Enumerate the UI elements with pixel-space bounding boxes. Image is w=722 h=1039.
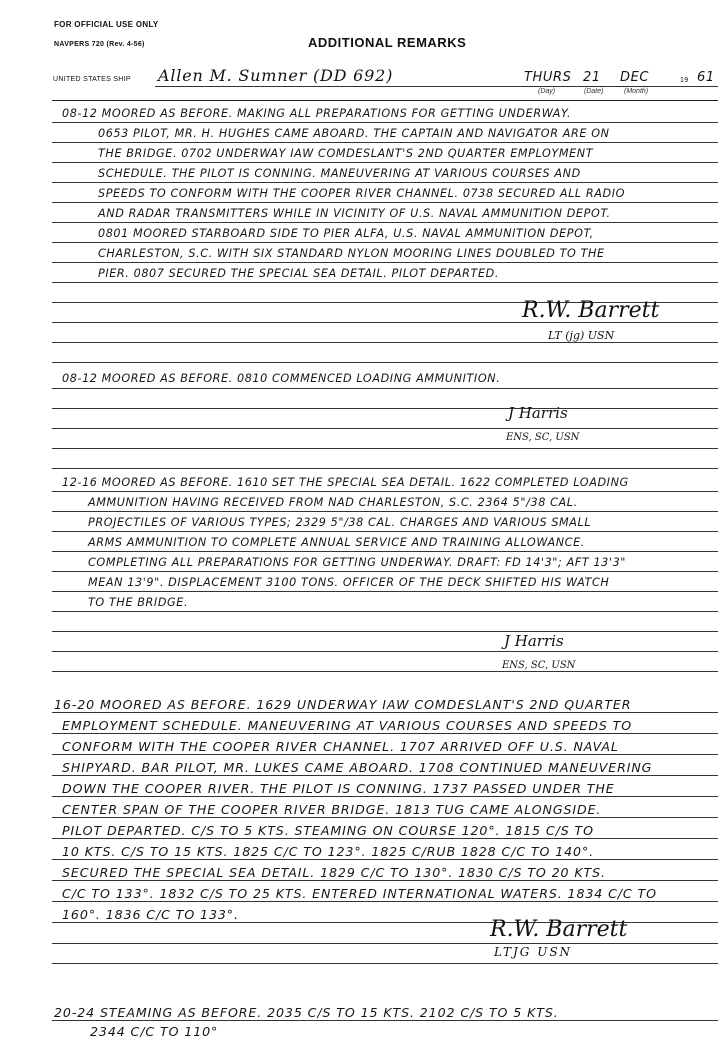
entry-line: DOWN THE COOPER RIVER. THE PILOT IS CONNING. 1737 PASSED UNDER THE — [62, 781, 615, 796]
ruled-line — [52, 859, 718, 860]
ruled-line — [52, 162, 718, 163]
ruled-line — [52, 796, 718, 797]
ruled-line — [52, 712, 718, 713]
entry-line: SHIPYARD. BAR PILOT, MR. LUKES CAME ABOARD. 1708 CONTINUED MANEUVERING — [62, 760, 653, 775]
ruled-line — [52, 282, 718, 283]
year-separator: 19 — [680, 77, 689, 84]
entry-line: PILOT DEPARTED. C/S TO 5 KTS. STEAMING ON COURSE 120°. 1815 C/S TO — [62, 823, 594, 838]
entry-line: 2344 C/C TO 110° — [90, 1024, 219, 1039]
ruled-line — [52, 591, 718, 592]
ruled-line — [52, 943, 718, 944]
entry-line: 08-12 MOORED AS BEFORE. 0810 COMMENCED LOADING AMMUNITION. — [62, 372, 501, 385]
signature: J Harris — [508, 404, 568, 422]
entry-line: CHARLESTON, S.C. WITH SIX STANDARD NYLON MOORING LINES DOUBLED TO THE — [98, 247, 605, 260]
entry-line: C/C TO 133°. 1832 C/S TO 25 KTS. ENTERED INTERNATIONAL WATERS. 1834 C/C TO — [62, 886, 657, 901]
ruled-line — [52, 468, 718, 469]
entry-line: CENTER SPAN OF THE COOPER RIVER BRIDGE. 1813 TUG CAME ALONGSIDE. — [62, 802, 602, 817]
ruled-line — [52, 531, 718, 532]
ship-label: UNITED STATES SHIP — [53, 76, 131, 83]
ruled-line — [52, 202, 718, 203]
ruled-line — [52, 733, 718, 734]
entry-line: PIER. 0807 SECURED THE SPECIAL SEA DETAIL. PILOT DEPARTED. — [98, 267, 500, 280]
entry-line: MEAN 13'9". DISPLACEMENT 3100 TONS. OFFICER OF THE DECK SHIFTED HIS WATCH — [88, 576, 610, 589]
official-use-label: FOR OFFICIAL USE ONLY — [54, 20, 159, 29]
signature: R.W. Barrett — [522, 298, 660, 323]
signature: R.W. Barrett — [490, 917, 628, 942]
page-title: ADDITIONAL REMARKS — [308, 35, 467, 50]
date-caption: (Date) — [584, 88, 604, 95]
ship-name: Allen M. Sumner (DD 692) — [158, 66, 394, 85]
signature-rank: ENS, SC, USN — [502, 660, 576, 671]
form-number: NAVPERS 720 (Rev. 4-56) — [54, 41, 145, 48]
ruled-line — [52, 362, 718, 363]
ruled-line — [52, 408, 718, 409]
entry-line: 20-24 STEAMING AS BEFORE. 2035 C/S TO 15 KTS. 2102 C/S TO 5 KTS. — [54, 1005, 559, 1020]
ruled-line — [52, 817, 718, 818]
entry-line: CONFORM WITH THE COOPER RIVER CHANNEL. 1707 ARRIVED OFF U.S. NAVAL — [62, 739, 619, 754]
entry-line: EMPLOYMENT SCHEDULE. MANEUVERING AT VARIOUS COURSES AND SPEEDS TO — [62, 718, 633, 733]
ruled-line — [52, 511, 718, 512]
ship-name-rule — [155, 86, 718, 87]
date-value: 21 — [583, 70, 601, 85]
year-value: 61 — [697, 70, 715, 85]
ruled-line — [52, 571, 718, 572]
month-value: DEC — [620, 70, 650, 85]
entry-line: SPEEDS TO CONFORM WITH THE COOPER RIVER CHANNEL. 0738 SECURED ALL RADIO — [98, 187, 626, 200]
ruled-line — [52, 242, 718, 243]
ruled-line — [52, 182, 718, 183]
signature-rank: ENS, SC, USN — [506, 432, 580, 443]
entry-line: 08-12 MOORED AS BEFORE. MAKING ALL PREPARATIONS FOR GETTING UNDERWAY. — [62, 107, 572, 120]
entry-line: THE BRIDGE. 0702 UNDERWAY IAW COMDESLANT'S 2ND QUARTER EMPLOYMENT — [98, 147, 594, 160]
ruled-line — [52, 142, 718, 143]
header-divider — [52, 100, 718, 101]
ruled-line — [52, 448, 718, 449]
day-caption: (Day) — [538, 88, 556, 95]
entry-line: 12-16 MOORED AS BEFORE. 1610 SET THE SPECIAL SEA DETAIL. 1622 COMPLETED LOADING — [62, 476, 629, 489]
ruled-line — [52, 631, 718, 632]
entry-line: TO THE BRIDGE. — [88, 596, 189, 609]
ruled-line — [52, 671, 718, 672]
entry-line: 160°. 1836 C/C TO 133°. — [62, 907, 239, 922]
ruled-line — [52, 262, 718, 263]
ruled-line — [52, 838, 718, 839]
ruled-line — [52, 901, 718, 902]
ruled-line — [52, 122, 718, 123]
ruled-line — [52, 342, 718, 343]
entry-line: 0801 MOORED STARBOARD SIDE TO PIER ALFA, U.S. NAVAL AMMUNITION DEPOT, — [98, 227, 594, 240]
entry-line: SECURED THE SPECIAL SEA DETAIL. 1829 C/C TO 130°. 1830 C/S TO 20 KTS. — [62, 865, 606, 880]
signature-rank: LT (jg) USN — [548, 329, 615, 342]
month-caption: (Month) — [624, 88, 649, 95]
ruled-line — [52, 754, 718, 755]
ruled-line — [52, 963, 718, 964]
ruled-line — [52, 775, 718, 776]
entry-line: 10 KTS. C/S TO 15 KTS. 1825 C/C TO 123°. 1825 C/RUB 1828 C/C TO 140°. — [62, 844, 595, 859]
ruled-line — [52, 1020, 718, 1021]
ruled-line — [52, 222, 718, 223]
ruled-line — [52, 551, 718, 552]
day-value: THURS — [524, 70, 572, 85]
entry-line: AND RADAR TRANSMITTERS WHILE IN VICINITY OF U.S. NAVAL AMMUNITION DEPOT. — [98, 207, 611, 220]
ruled-line — [52, 880, 718, 881]
entry-line: 0653 PILOT, MR. H. HUGHES CAME ABOARD. THE CAPTAIN AND NAVIGATOR ARE ON — [98, 127, 610, 140]
entry-line: COMPLETING ALL PREPARATIONS FOR GETTING UNDERWAY. DRAFT: FD 14'3"; AFT 13'3" — [88, 556, 627, 569]
entry-line: ARMS AMMUNITION TO COMPLETE ANNUAL SERVICE AND TRAINING ALLOWANCE. — [88, 536, 585, 549]
signature-rank: LTJG USN — [494, 945, 573, 959]
ruled-line — [52, 388, 718, 389]
entry-line: 16-20 MOORED AS BEFORE. 1629 UNDERWAY IAW COMDESLANT'S 2ND QUARTER — [54, 697, 632, 712]
ruled-line — [52, 651, 718, 652]
entry-line: SCHEDULE. THE PILOT IS CONNING. MANEUVERING AT VARIOUS COURSES AND — [98, 167, 581, 180]
entry-line: AMMUNITION HAVING RECEIVED FROM NAD CHARLESTON, S.C. 2364 5"/38 CAL. — [88, 496, 578, 509]
entry-line: PROJECTILES OF VARIOUS TYPES; 2329 5"/38 CAL. CHARGES AND VARIOUS SMALL — [88, 516, 592, 529]
ruled-line — [52, 611, 718, 612]
signature: J Harris — [504, 632, 564, 650]
ruled-line — [52, 491, 718, 492]
ruled-line — [52, 428, 718, 429]
